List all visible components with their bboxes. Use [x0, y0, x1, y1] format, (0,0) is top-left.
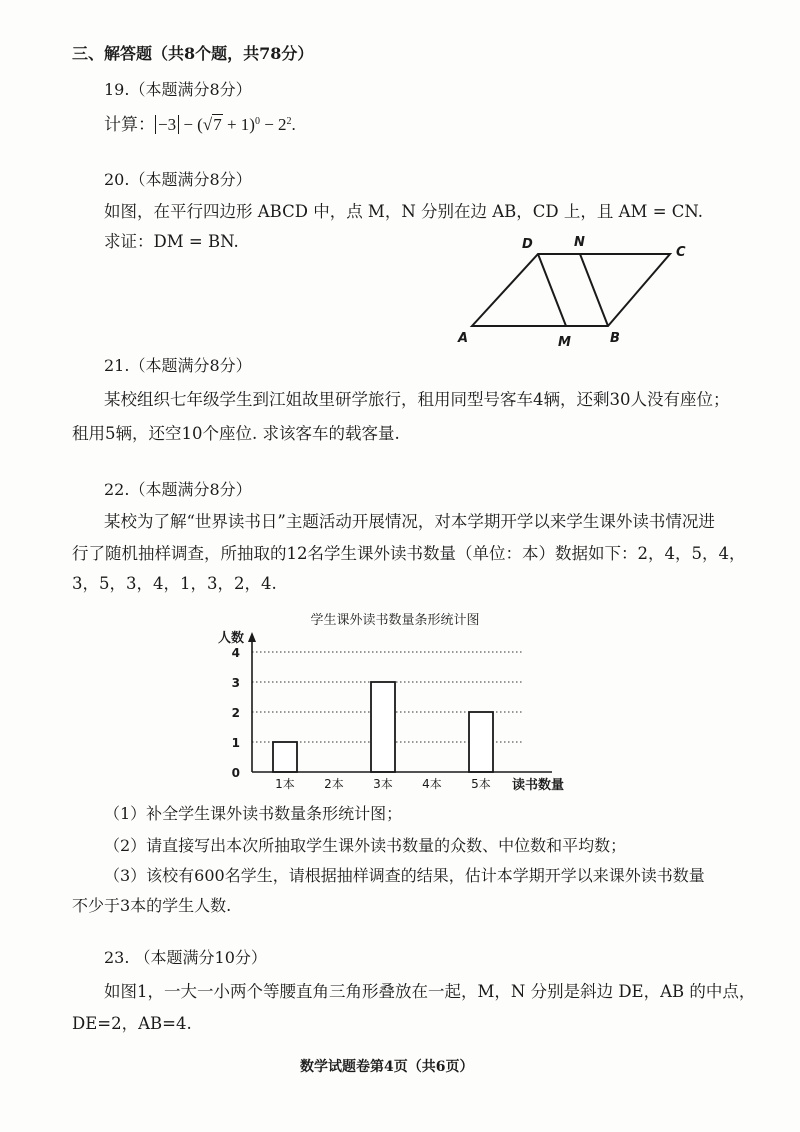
- q22-line2: 行了随机抽样调查，所抽取的12名学生课外读书数量（单位：本）数据如下：2，4，5，4，: [72, 544, 746, 563]
- q19-minus-two: − 2: [259, 115, 287, 134]
- section-heading: 三、解答题（共8个题，共78分）: [72, 44, 314, 63]
- q21-line1: 某校组织七年级学生到江姐故里研学旅行，租用同型号客车4辆，还剩30人没有座位；: [104, 390, 730, 409]
- q22-header: 22.（本题满分8分）: [104, 480, 252, 499]
- x-tick-5本: 5本: [471, 777, 491, 791]
- bar-5本: [469, 712, 493, 772]
- page-footer: 数学试题卷第4页（共6页）: [300, 1059, 474, 1075]
- x-axis-label: 读书数量: [512, 778, 565, 793]
- q19-plus-one: + 1): [222, 115, 255, 134]
- y-tick-2: 2: [231, 706, 240, 720]
- y-tick-1: 1: [231, 736, 240, 750]
- label-c: C: [676, 245, 686, 260]
- q22-line1: 某校为了解“世界读书日”主题活动开展情况，对本学期开学以来学生课外读书情况进: [104, 512, 715, 531]
- y-tick-3: 3: [231, 676, 240, 690]
- q23-line1: 如图1，一大一小两个等腰直角三角形叠放在一起，M，N 分别是斜边 DE，AB 的中点，: [104, 982, 756, 1001]
- q19-prefix: 计算：: [104, 115, 155, 134]
- x-tick-2本: 2本: [324, 777, 344, 791]
- parallelogram-figure: [450, 232, 700, 352]
- segment-dm: [538, 254, 566, 326]
- x-tick-3本: 3本: [373, 777, 393, 791]
- bar-3本: [371, 682, 395, 772]
- label-a: A: [458, 331, 469, 346]
- exp-two: 2: [286, 116, 292, 127]
- q19-header: 19.（本题满分8分）: [104, 80, 252, 99]
- q20-line1: 如图，在平行四边形 ABCD 中，点 M，N 分别在边 AB，CD 上，且 AM = CN.: [104, 202, 704, 221]
- label-b: B: [610, 331, 620, 346]
- bar-1本: [273, 742, 297, 772]
- label-d: D: [522, 237, 533, 252]
- q22-sub2: （2）请直接写出本次所抽取学生课外读书数量的众数、中位数和平均数；: [104, 836, 627, 855]
- x-tick-1本: 1本: [275, 777, 295, 791]
- y-tick-4: 4: [231, 646, 240, 660]
- q23-line2: DE=2，AB=4.: [72, 1014, 192, 1033]
- y-tick-0: 0: [231, 766, 240, 780]
- q23-header: 23. （本题满分10分）: [104, 948, 267, 967]
- label-n: N: [574, 235, 585, 250]
- parallelogram-abcd: [472, 254, 670, 326]
- chart-title: 学生课外读书数量条形统计图: [310, 613, 480, 628]
- bar-chart: [200, 600, 600, 800]
- x-tick-4本: 4本: [422, 777, 442, 791]
- q22-sub3b: 不少于3本的学生人数.: [72, 896, 232, 915]
- q20-line2: 求证：DM = BN.: [104, 232, 239, 251]
- y-axis-arrow: [248, 632, 256, 642]
- label-m: M: [558, 335, 571, 350]
- segment-bn: [580, 254, 608, 326]
- q19-minus: − (: [179, 115, 203, 134]
- q19-dot: .: [291, 115, 296, 134]
- y-axis-label: 人数: [218, 631, 245, 646]
- q20-header: 20.（本题满分8分）: [104, 170, 252, 189]
- q22-line3: 3，5，3，4，1，3，2，4.: [72, 574, 277, 593]
- abs-value: −3: [155, 115, 179, 134]
- q22-sub1: （1）补全学生课外读书数量条形统计图；: [104, 804, 403, 823]
- sqrt-radicand: 7: [213, 115, 222, 134]
- exp-zero: 0: [254, 116, 260, 127]
- q21-line2: 租用5辆，还空10个座位. 求该客车的载客量.: [72, 424, 400, 443]
- q22-sub3a: （3）该校有600名学生，请根据抽样调查的结果，估计本学期开学以来课外读书数量: [104, 866, 705, 885]
- q19-expression: 计算： $-3 - (√7 + 1)^0 - 2^2$.: [104, 115, 296, 134]
- q21-header: 21.（本题满分8分）: [104, 356, 252, 375]
